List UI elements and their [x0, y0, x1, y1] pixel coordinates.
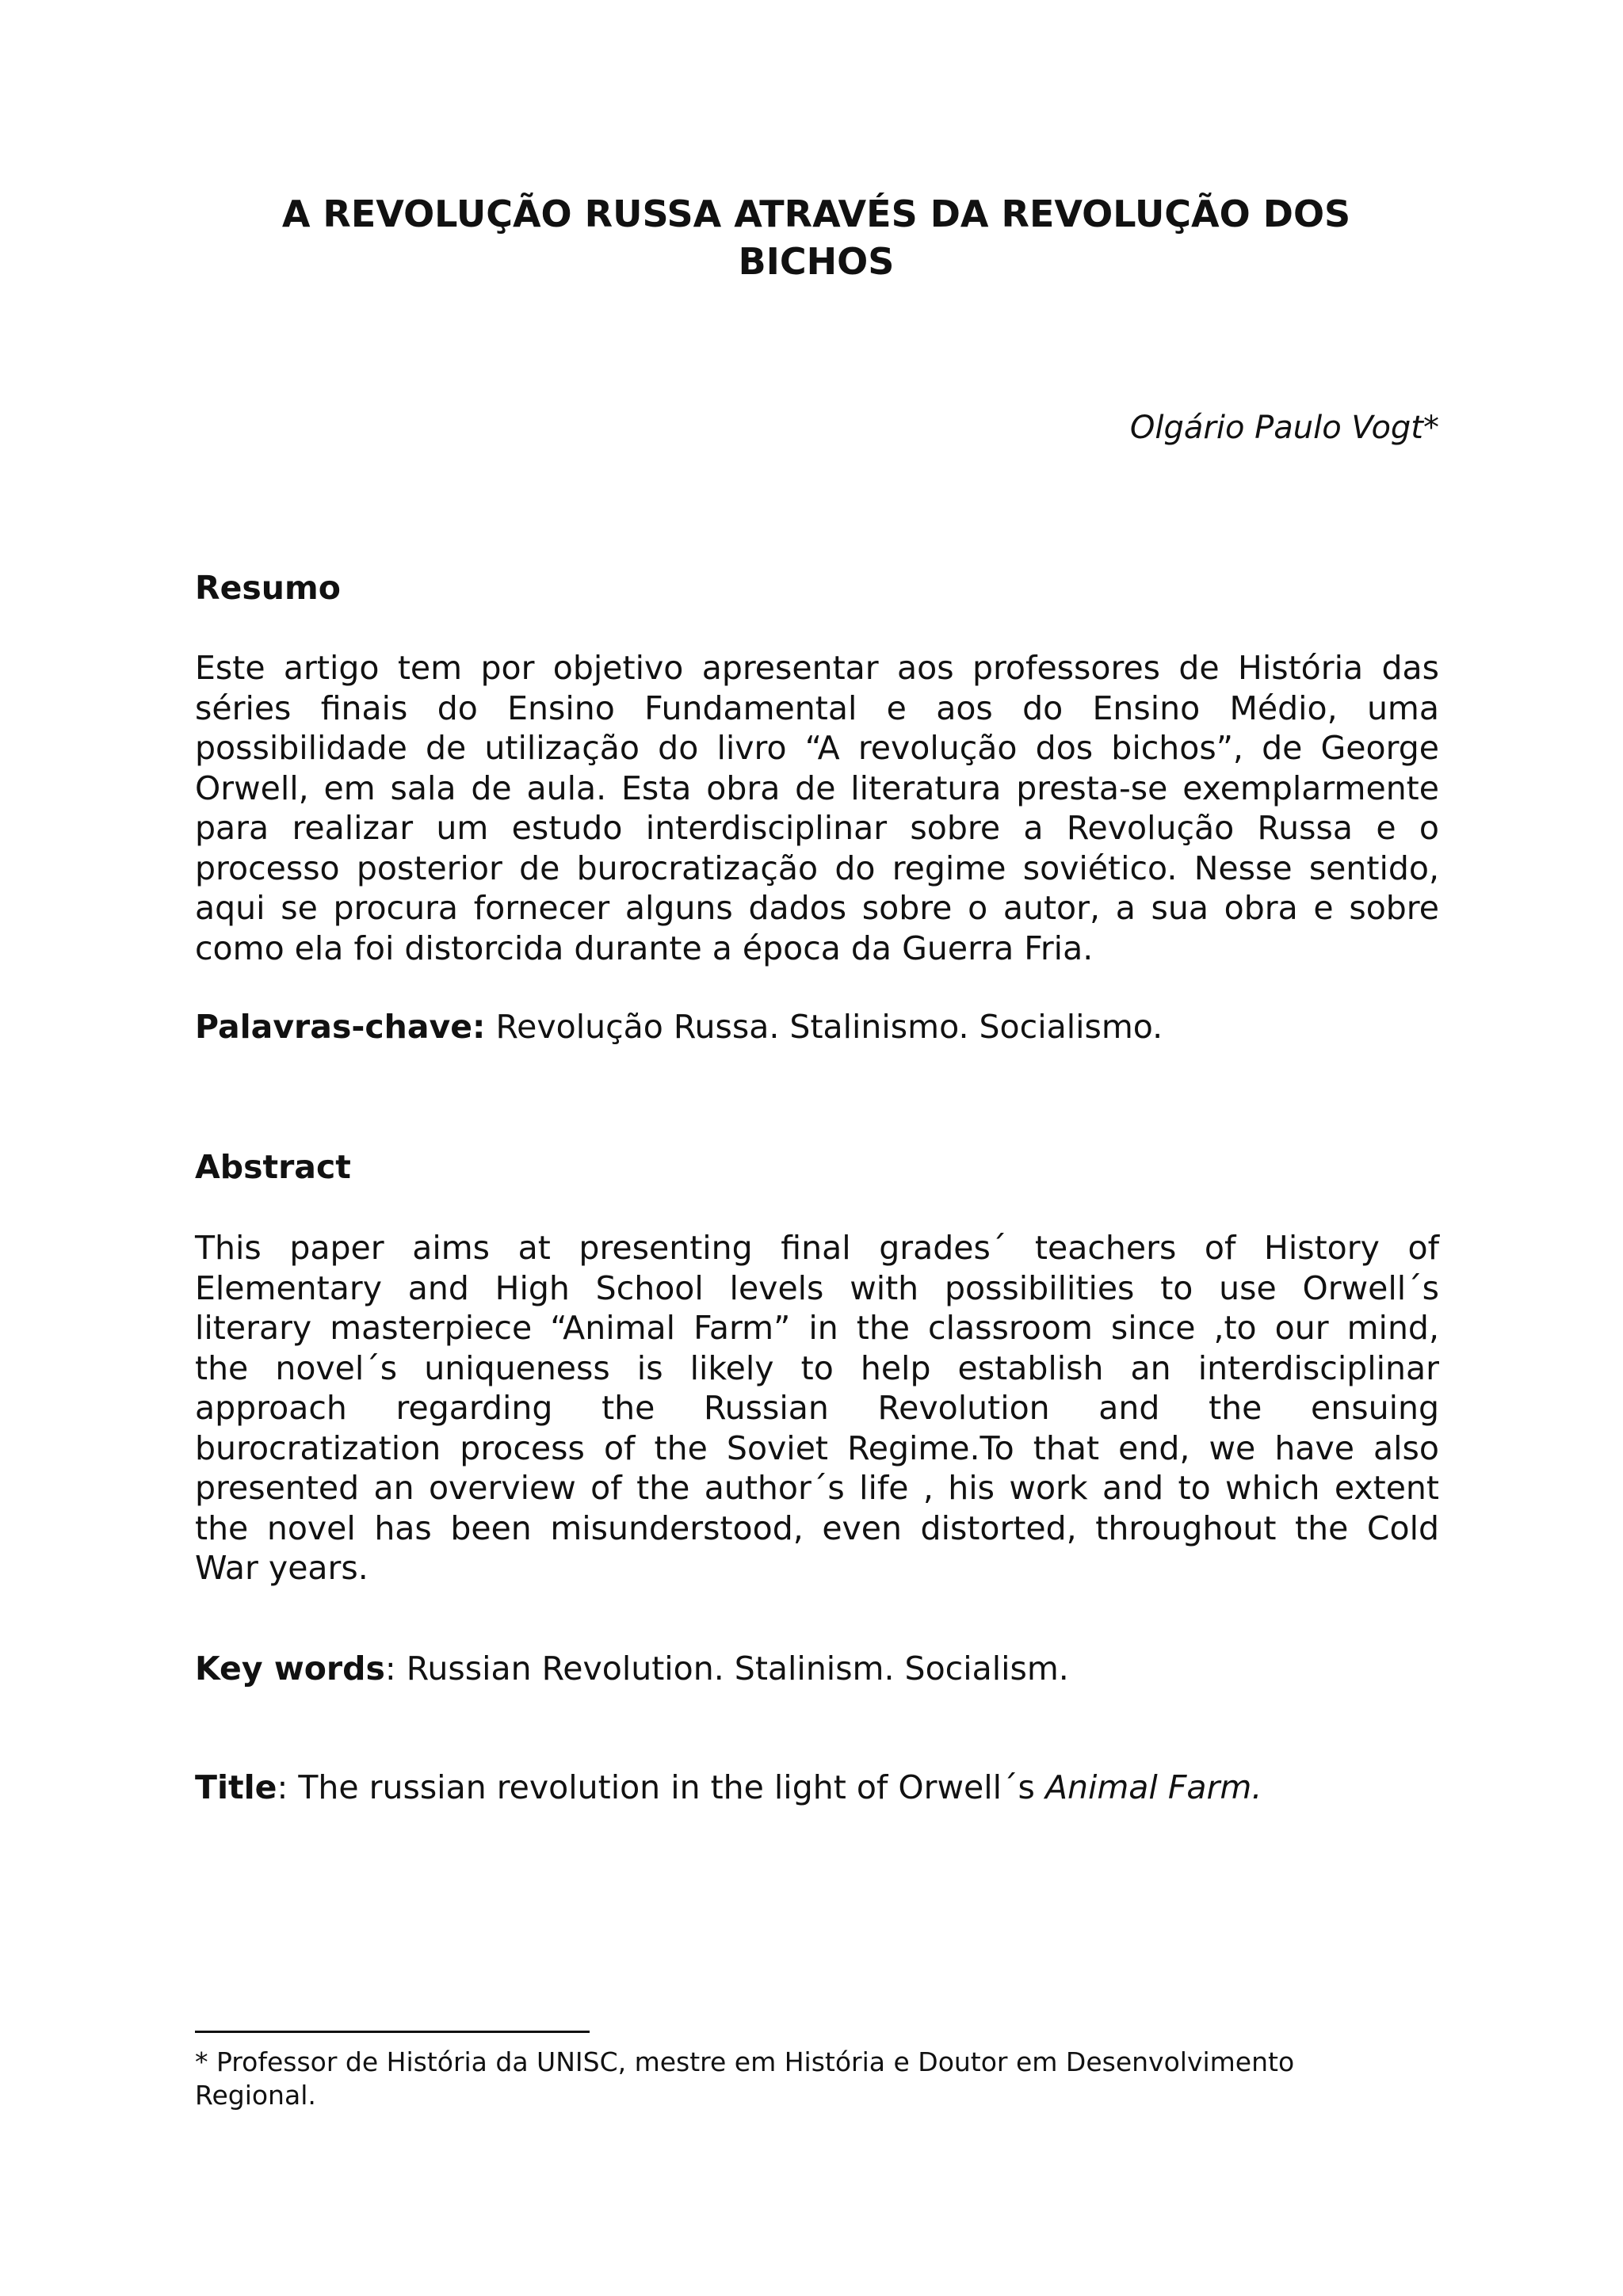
- abstract-paragraph: [195, 1228, 1439, 1589]
- resumo-keywords: [195, 1006, 1163, 1047]
- abstract-line: Elementary and High School levels with possibilities to use Orwell´s: [195, 1268, 1439, 1307]
- resumo-line: para realizar um estudo interdisciplinar sobre a Revolução Russa e o: [195, 809, 1439, 847]
- abstract-line: burocratization process of the Soviet Regime.To that end, we have also: [195, 1428, 1439, 1467]
- abstract-line: approach regarding the Russian Revolution and the ensuing: [195, 1389, 1439, 1427]
- resumo-heading: Resumo: [195, 569, 341, 607]
- resumo-line: processo posterior de burocratização do regime soviético. Nesse sentido,: [195, 849, 1439, 887]
- english-title-text: : The russian revolution in the light of Orwell´s: [277, 1768, 1045, 1806]
- document-title: [195, 190, 1438, 285]
- title-line-2: BICHOS: [738, 240, 895, 283]
- resumo-line: séries finais do Ensino Fundamental e aos do Ensino Médio, uma: [195, 688, 1439, 727]
- abstract-keywords: [195, 1648, 1069, 1689]
- abstract-line: War years.: [195, 1549, 369, 1587]
- resumo-line: como ela foi distorcida durante a época da Guerra Fria.: [195, 929, 1094, 967]
- footnote-line-1: * Professor de História da UNISC, mestre em História e Doutor em Desenvolvimento: [195, 2046, 1295, 2077]
- english-title-label: Title: [195, 1768, 277, 1806]
- resumo-line: Orwell, em sala de aula. Esta obra de literatura presta-se exemplarmente: [195, 769, 1439, 807]
- english-title-line: [195, 1767, 1262, 1808]
- footnote-separator: [195, 2031, 590, 2033]
- resumo-keywords-value: Revolução Russa. Stalinismo. Socialismo.: [485, 1008, 1163, 1046]
- abstract-heading: Abstract: [195, 1148, 351, 1186]
- resumo-line: aqui se procura fornecer alguns dados sobre o autor, a sua obra e sobre: [195, 889, 1439, 927]
- resumo-keywords-label: Palavras-chave:: [195, 1008, 486, 1046]
- resumo-line: possibilidade de utilização do livro “A revolução dos bichos”, de George: [195, 729, 1439, 767]
- footnote-line-2: Regional.: [195, 2080, 316, 2111]
- abstract-keywords-value: : Russian Revolution. Stalinism. Socialism.: [384, 1650, 1069, 1688]
- abstract-line: presented an overview of the author´s life , his work and to which extent: [195, 1469, 1439, 1507]
- english-title-italic: Animal Farm.: [1044, 1768, 1262, 1806]
- author-name: Olgário Paulo Vogt*: [1129, 410, 1439, 446]
- resumo-line: Este artigo tem por objetivo apresentar aos professores de História das: [195, 649, 1439, 687]
- abstract-keywords-label: Key words: [195, 1650, 385, 1688]
- resumo-paragraph: [195, 648, 1439, 968]
- title-line-1: A REVOLUÇÃO RUSSA ATRAVÉS DA REVOLUÇÃO DOS: [281, 193, 1351, 235]
- abstract-line: the novel has been misunderstood, even distorted, throughout the Cold: [195, 1508, 1439, 1547]
- abstract-line: the novel´s uniqueness is likely to help establish an interdisciplinar: [195, 1348, 1439, 1387]
- abstract-line: literary masterpiece “Animal Farm” in the classroom since ,to our mind,: [195, 1309, 1439, 1347]
- abstract-line: This paper aims at presenting final grades´ teachers of History of: [195, 1229, 1439, 1267]
- footnote: [195, 2046, 1415, 2112]
